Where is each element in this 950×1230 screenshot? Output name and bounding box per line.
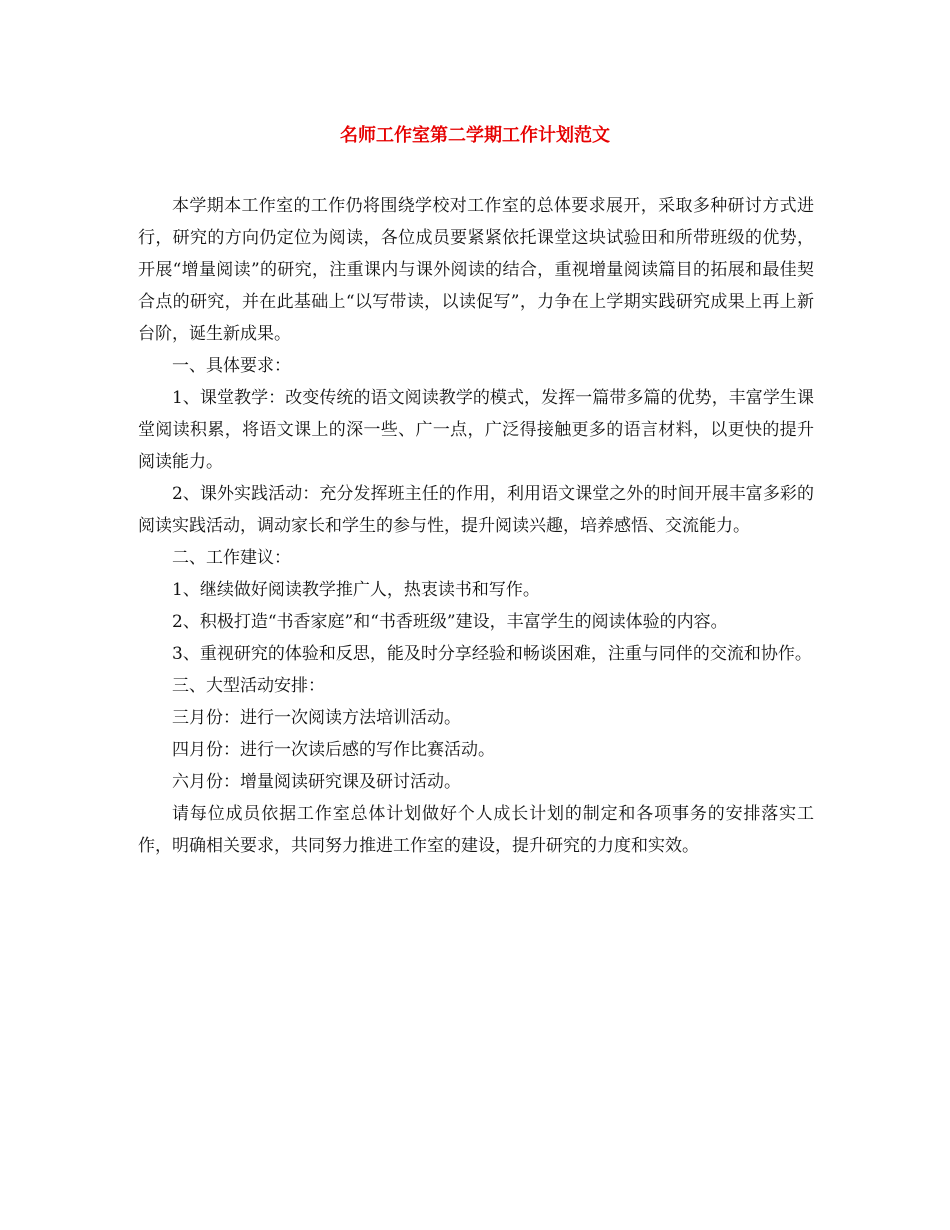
requirement-item-extracurricular: 2、课外实践活动：充分发挥班主任的作用，利用语文课堂之外的时间开展丰富多彩的阅读实践活动，调动家长和学生的参与性，提升阅读兴趣，培养感悟、交流能力。 bbox=[138, 484, 814, 536]
document-body bbox=[138, 190, 814, 862]
activity-item-june: 六月份：增量阅读研究课及研讨活动。 bbox=[172, 772, 461, 792]
activity-item-march: 三月份：进行一次阅读方法培训活动。 bbox=[172, 708, 461, 728]
suggestion-item-2: 2、积极打造“书香家庭”和“书香班级”建设，丰富学生的阅读体验的内容。 bbox=[172, 612, 728, 632]
intro-paragraph: 本学期本工作室的工作仍将围绕学校对工作室的总体要求展开，采取多种研讨方式进行，研究的方向仍定位为阅读，各位成员要紧紧依托课堂这块试验田和所带班级的优势，开展“增量阅读”的研究，注重课内与课外阅读的结合，重视增量阅读篇目的拓展和最佳契合点的研究，并在此基础上“以写带读，以读促写”，力争在上学期实践研究成果上再上新台阶，诞生新成果。 bbox=[138, 196, 814, 344]
activity-item-april: 四月份：进行一次读后感的写作比赛活动。 bbox=[172, 740, 495, 760]
section-heading-requirements: 一、具体要求： bbox=[172, 356, 291, 376]
section-heading-activities: 三、大型活动安排： bbox=[172, 676, 325, 696]
closing-paragraph: 请每位成员依据工作室总体计划做好个人成长计划的制定和各项事务的安排落实工作，明确相关要求，共同努力推进工作室的建设，提升研究的力度和实效。 bbox=[138, 804, 814, 856]
suggestion-item-3: 3、重视研究的体验和反思，能及时分享经验和畅谈困难，注重与同伴的交流和协作。 bbox=[172, 644, 812, 664]
document-title: 名师工作室第二学期工作计划范文 bbox=[340, 125, 610, 146]
suggestion-item-1: 1、继续做好阅读教学推广人，热衷读书和写作。 bbox=[172, 580, 540, 600]
section-heading-suggestions: 二、工作建议： bbox=[172, 548, 291, 568]
requirement-item-classroom: 1、课堂教学：改变传统的语文阅读教学的模式，发挥一篇带多篇的优势，丰富学生课堂阅读积累，将语文课上的深一些、广一点，广泛得接触更多的语言材料，以更快的提升阅读能力。 bbox=[138, 388, 814, 472]
